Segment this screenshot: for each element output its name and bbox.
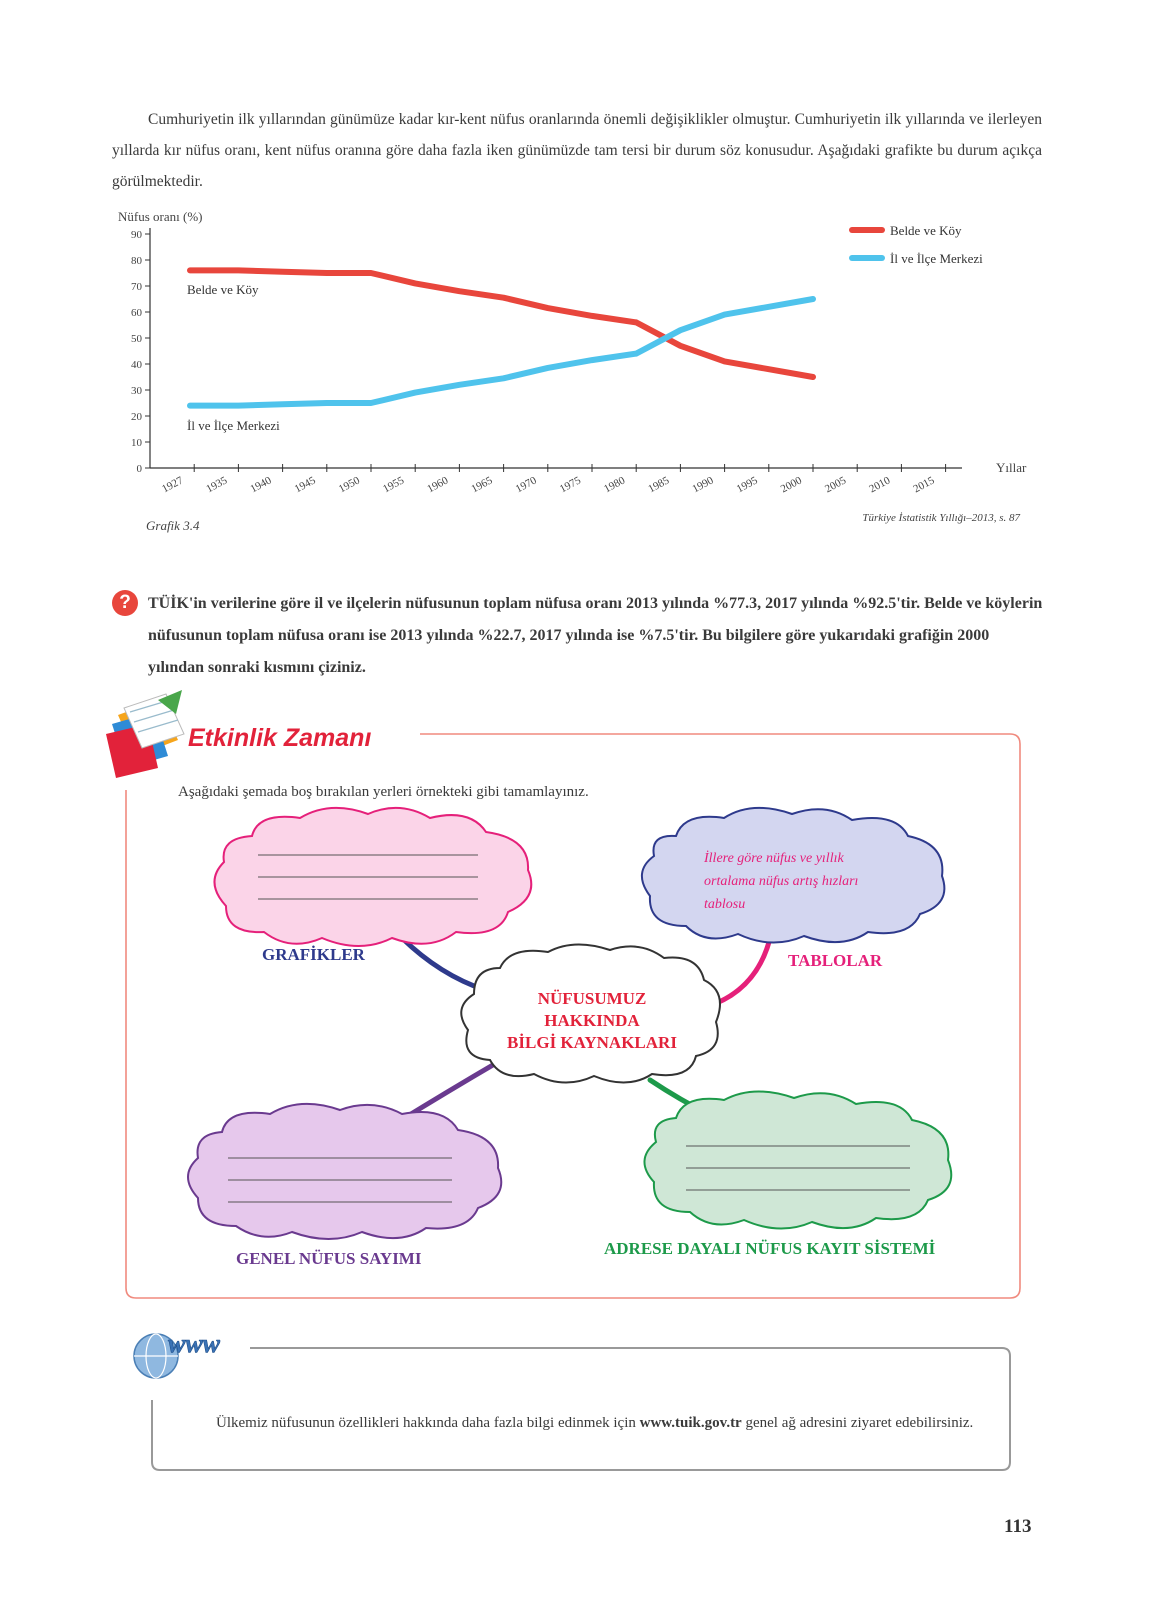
- activity-title: Etkinlik Zamanı: [188, 724, 372, 752]
- y-tick-label: 50: [131, 333, 142, 345]
- chart-source: Türkiye İstatistik Yıllığı–2013, s. 87: [862, 512, 1020, 524]
- x-tick-label: 2010: [867, 474, 893, 496]
- x-tick-label: 1940: [248, 474, 274, 496]
- x-tick-label: 1975: [557, 474, 583, 496]
- y-tick-label: 90: [131, 229, 142, 241]
- label-tablolar: TABLOLAR: [788, 951, 883, 970]
- x-tick-label: 1955: [381, 474, 407, 496]
- x-tick-label: 1965: [469, 474, 495, 496]
- x-tick-label: 1960: [425, 474, 451, 496]
- legend-label: Belde ve Köy: [890, 223, 962, 238]
- series-label-il-ilce: İl ve İlçe Merkezi: [187, 418, 280, 433]
- activity-papers-icon: [106, 690, 184, 778]
- y-tick-label: 60: [131, 307, 142, 319]
- center-text-line: BİLGİ KAYNAKLARI: [507, 1033, 677, 1052]
- x-tick-label: 1995: [734, 474, 760, 496]
- y-tick-label: 10: [131, 437, 142, 449]
- cloud-genel: [188, 1104, 501, 1239]
- x-tick-label: 1985: [646, 474, 672, 496]
- x-axis-title: Yıllar: [996, 460, 1027, 475]
- question-text: TÜİK'in verilerine göre il ve ilçelerin nüfusunun toplam nüfusa oranı 2013 yılında %77.3, 2017 yılında %92.5'tir. Belde ve köylerin nüfusunun toplam nüfusa oranı ise 2013 yılında %22.7, 2017 yılında ise %7.5'tir. Bu bilgilere göre yukarıdaki grafiğin 2000 yılından sonraki kısmını çiziniz.: [148, 595, 1043, 676]
- x-tick-label: 1927: [160, 474, 186, 496]
- x-tick-label: 1935: [204, 474, 230, 496]
- y-tick-label: 70: [131, 281, 142, 293]
- intro-paragraph: Cumhuriyetin ilk yıllarından günümüze kadar kır-kent nüfus oranlarında önemli değişiklikler olmuştur. Cumhuriyetin ilk yıllarında ve ilerleyen yıllarda kır nüfus oranı, kent nüfus oranına göre daha fazla iken günümüzde tam tersi bir durum söz konusudur. Aşağıdaki grafikte bu durum açıkça görülmektedir.: [112, 111, 1042, 190]
- example-note-line: ortalama nüfus artış hızları: [704, 874, 859, 889]
- www-globe-icon: [134, 1329, 221, 1378]
- www-text-before: Ülkemiz nüfusunun özellikleri hakkında daha fazla bilgi edinmek için: [216, 1415, 640, 1431]
- chart-caption: Grafik 3.4: [146, 518, 200, 533]
- center-text-line: HAKKINDA: [544, 1011, 640, 1030]
- x-tick-label: 1990: [690, 474, 716, 496]
- www-text: [152, 1408, 1002, 1439]
- example-note-line: tablosu: [704, 897, 746, 912]
- x-tick-label: 1970: [513, 474, 539, 496]
- x-tick-label: 1945: [292, 474, 318, 496]
- cloud-adrese: [644, 1091, 951, 1228]
- y-tick-label: 0: [136, 463, 142, 475]
- y-tick-label: 30: [131, 385, 142, 397]
- y-tick-label: 80: [131, 255, 142, 267]
- y-tick-label: 20: [131, 411, 142, 423]
- label-grafikler: GRAFİKLER: [262, 945, 365, 964]
- tuik-link[interactable]: www.tuik.gov.tr: [639, 1415, 742, 1431]
- x-tick-label: 2000: [778, 474, 804, 496]
- x-tick-label: 1950: [336, 474, 362, 496]
- x-tick-label: 2015: [911, 474, 937, 496]
- legend-label: İl ve İlçe Merkezi: [890, 251, 983, 266]
- y-tick-label: 40: [131, 359, 142, 371]
- example-note-line: İllere göre nüfus ve yıllık: [704, 851, 844, 866]
- activity-instruction: Aşağıdaki şemada boş bırakılan yerleri örnekteki gibi tamamlayınız.: [178, 784, 589, 800]
- page-number: 113: [1004, 1516, 1032, 1537]
- center-text-line: NÜFUSUMUZ: [537, 989, 647, 1008]
- series-label-belde-koy: Belde ve Köy: [187, 282, 259, 297]
- www-text-after: genel ağ adresini ziyaret edebilirsiniz.: [741, 1415, 974, 1431]
- connector-grafikler: [402, 938, 485, 990]
- x-tick-label: 2005: [823, 474, 849, 496]
- question-mark-icon: ?: [112, 590, 138, 616]
- y-axis-title: Nüfus oranı (%): [118, 209, 203, 224]
- svg-text:www: www: [168, 1329, 221, 1358]
- x-tick-label: 1980: [602, 474, 628, 496]
- label-adrese: ADRESE DAYALI NÜFUS KAYIT SİSTEMİ: [604, 1239, 936, 1258]
- label-genel: GENEL NÜFUS SAYIMI: [236, 1249, 422, 1268]
